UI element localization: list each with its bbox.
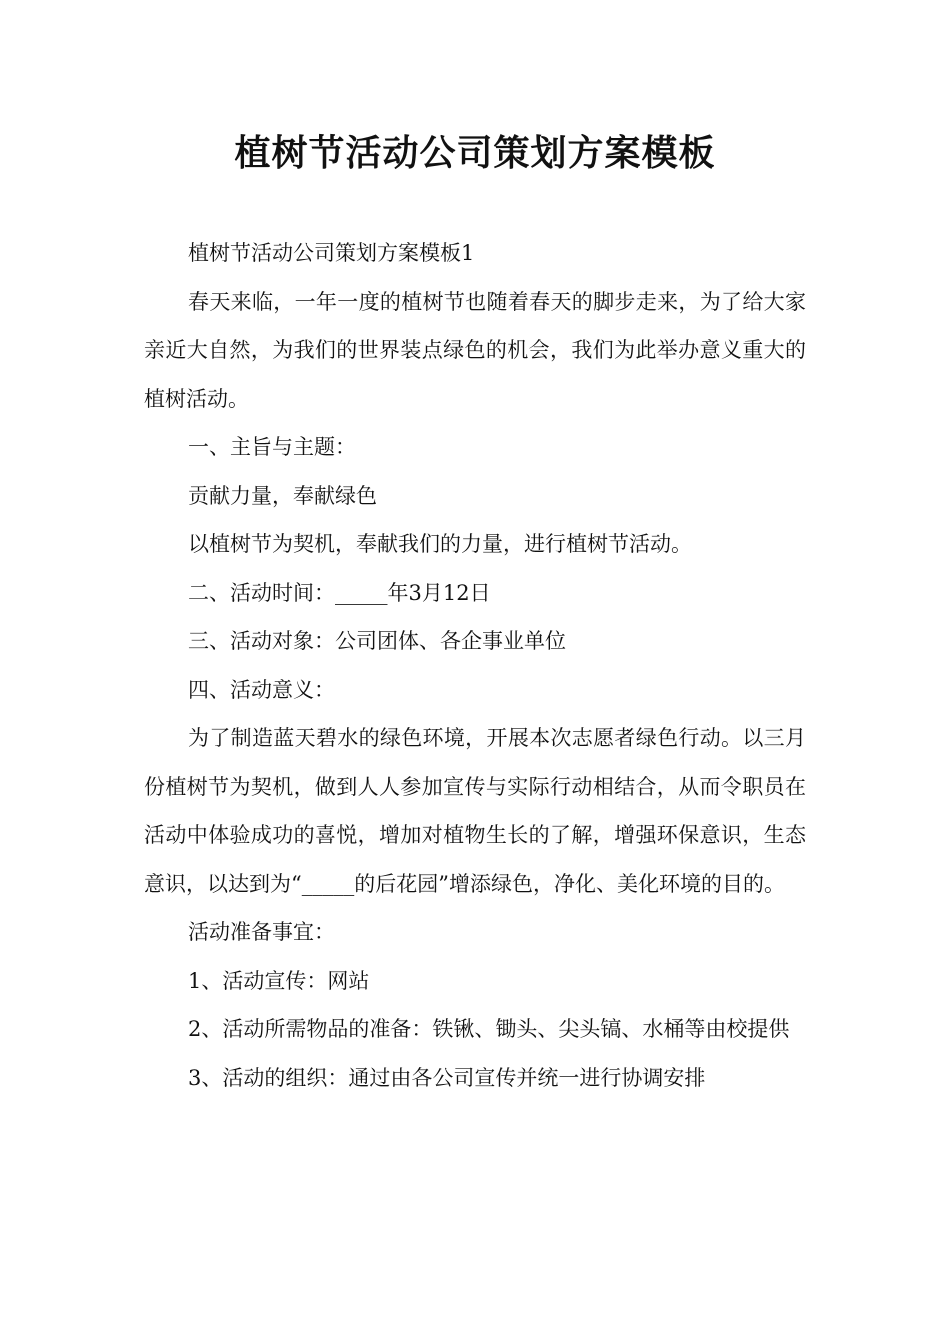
preparation-item-organization: 3、活动的组织：通过由各公司宣传并统一进行协调安排 [188, 1065, 706, 1090]
section-heading-theme: 一、主旨与主题： [188, 435, 356, 459]
document-title: 植树节活动公司策划方案模板 [234, 133, 716, 174]
significance-paragraph: 为了制造蓝天碧水的绿色环境，开展本次志愿者绿色行动。以三月份植树节为契机，做到人人参加宣传与实际行动相结合，从而令职员在活动中体验成功的喜悦，增加对植物生长的了解，增强环保意识，生态意识，以达到为“_____的后花园”增添绿色，净化、美化环境的目的。 [144, 726, 806, 896]
document-body [144, 229, 806, 1102]
activity-time: 二、活动时间：_____年3月12日 [188, 580, 491, 605]
theme-slogan: 贡献力量，奉献绿色 [188, 483, 377, 508]
section-heading-template-1: 植树节活动公司策划方案模板1 [188, 241, 475, 265]
activity-target: 三、活动对象：公司团体、各企事业单位 [188, 629, 566, 653]
intro-paragraph: 春天来临，一年一度的植树节也随着春天的脚步走来，为了给大家亲近大自然，为我们的世界装点绿色的机会，我们为此举办意义重大的植树活动。 [144, 289, 806, 411]
section-heading-preparation: 活动准备事宜： [188, 920, 335, 944]
preparation-item-supplies: 2、活动所需物品的准备：铁锹、锄头、尖头镐、水桶等由校提供 [188, 1017, 790, 1041]
theme-description: 以植树节为契机，奉献我们的力量，进行植树节活动。 [188, 532, 692, 556]
section-heading-significance: 四、活动意义： [188, 677, 335, 702]
preparation-item-publicity: 1、活动宣传：网站 [188, 968, 370, 993]
